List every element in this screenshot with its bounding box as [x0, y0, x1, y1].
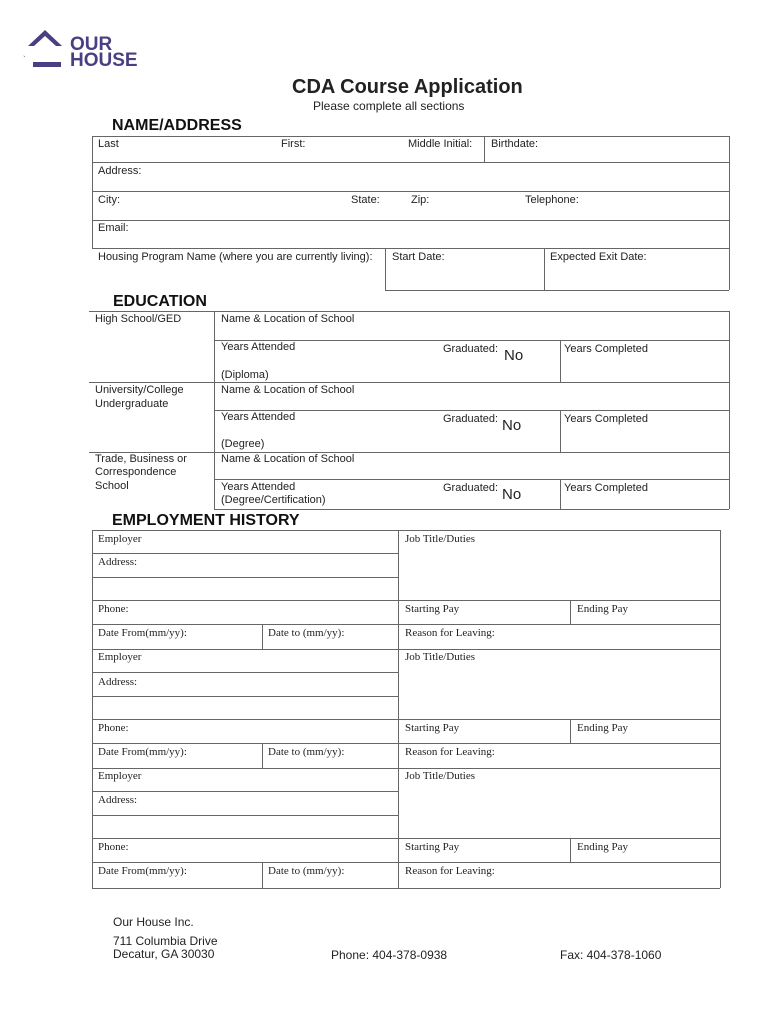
ending-pay-field[interactable]: Ending Pay — [577, 722, 629, 734]
date-to-field[interactable]: Date to (mm/yy): — [268, 746, 345, 758]
edu-type-trade-line2: Correspondence — [95, 466, 177, 478]
logo-text-house: HOUSE — [70, 50, 138, 71]
edu-years-attended-field[interactable]: Years Attended — [221, 341, 296, 353]
date-to-field[interactable]: Date to (mm/yy): — [268, 865, 345, 877]
date-to-field[interactable]: Date to (mm/yy): — [268, 627, 345, 639]
reason-for-leaving-field[interactable]: Reason for Leaving: — [405, 627, 495, 639]
edu-graduated-label: Graduated: — [443, 482, 499, 494]
job-title-field[interactable]: Job Title/Duties — [405, 533, 475, 545]
employer-field[interactable]: Employer — [98, 770, 142, 782]
starting-pay-field[interactable]: Starting Pay — [405, 841, 460, 853]
edu-graduated-value[interactable]: No — [502, 486, 522, 503]
edu-sub-label: (Degree) — [221, 438, 265, 450]
employer-address-field[interactable]: Address: — [98, 794, 138, 806]
edu-name-location-field[interactable]: Name & Location of School — [221, 384, 355, 396]
edu-type-university-line1: University/College — [95, 384, 184, 396]
edu-years-attended-field[interactable]: Years Attended — [221, 481, 296, 493]
edu-graduated-label: Graduated: — [443, 343, 499, 355]
telephone-field[interactable]: Telephone: — [525, 194, 579, 206]
reason-for-leaving-field[interactable]: Reason for Leaving: — [405, 865, 495, 877]
employer-field[interactable]: Employer — [98, 651, 142, 663]
employer-field[interactable]: Employer — [98, 533, 142, 545]
date-from-field[interactable]: Date From(mm/yy): — [98, 865, 187, 877]
expected-exit-date-field[interactable]: Expected Exit Date: — [550, 251, 647, 263]
housing-program-field[interactable]: Housing Program Name (where you are currently living): — [98, 251, 373, 263]
employer-phone-field[interactable]: Phone: — [98, 722, 129, 734]
edu-years-attended-field[interactable]: Years Attended — [221, 411, 296, 423]
section-employment-history: EMPLOYMENT HISTORY — [112, 512, 300, 529]
edu-type-trade-line1: Trade, Business or — [95, 453, 187, 465]
zip-field[interactable]: Zip: — [411, 194, 430, 206]
edu-graduated-value[interactable]: No — [502, 417, 522, 434]
starting-pay-field[interactable]: Starting Pay — [405, 603, 460, 615]
date-from-field[interactable]: Date From(mm/yy): — [98, 746, 187, 758]
ending-pay-field[interactable]: Ending Pay — [577, 603, 629, 615]
edu-name-location-field[interactable]: Name & Location of School — [221, 453, 355, 465]
section-name-address: NAME/ADDRESS — [112, 117, 242, 134]
edu-years-completed-field[interactable]: Years Completed — [564, 343, 648, 355]
state-field[interactable]: State: — [351, 194, 380, 206]
house-logo-icon — [26, 28, 66, 70]
footer-company: Our House Inc. — [113, 915, 194, 929]
edu-name-location-field[interactable]: Name & Location of School — [221, 313, 355, 325]
address-field[interactable]: Address: — [98, 165, 142, 177]
first-name-field[interactable]: First: — [281, 138, 306, 150]
email-field[interactable]: Email: — [98, 222, 129, 234]
logo-text-our: OUR — [70, 34, 113, 55]
middle-initial-field[interactable]: Middle Initial: — [408, 138, 473, 150]
logo-tick: ` — [23, 55, 26, 64]
edu-graduated-label: Graduated: — [443, 413, 499, 425]
employer-phone-field[interactable]: Phone: — [98, 603, 129, 615]
job-title-field[interactable]: Job Title/Duties — [405, 651, 475, 663]
edu-graduated-value[interactable]: No — [504, 347, 524, 364]
logo — [23, 28, 141, 71]
page-title: CDA Course Application — [292, 76, 523, 98]
city-field[interactable]: City: — [98, 194, 120, 206]
employer-phone-field[interactable]: Phone: — [98, 841, 129, 853]
ending-pay-field[interactable]: Ending Pay — [577, 841, 629, 853]
start-date-field[interactable]: Start Date: — [392, 251, 445, 263]
edu-type-high-school: High School/GED — [95, 313, 182, 325]
page-subtitle: Please complete all sections — [313, 99, 465, 113]
footer-phone: Phone: 404-378-0938 — [331, 948, 448, 962]
employer-address-field[interactable]: Address: — [98, 676, 138, 688]
edu-years-completed-field[interactable]: Years Completed — [564, 482, 648, 494]
section-education: EDUCATION — [113, 293, 207, 310]
footer-city: Decatur, GA 30030 — [113, 947, 215, 961]
edu-type-trade-line3: School — [95, 480, 129, 492]
employer-address-field[interactable]: Address: — [98, 556, 138, 568]
edu-sub-label: (Diploma) — [221, 369, 269, 381]
edu-sub-label: (Degree/Certification) — [221, 494, 326, 506]
edu-years-completed-field[interactable]: Years Completed — [564, 413, 648, 425]
edu-type-university-line2: Undergraduate — [95, 398, 169, 410]
date-from-field[interactable]: Date From(mm/yy): — [98, 627, 187, 639]
birthdate-field[interactable]: Birthdate: — [491, 138, 539, 150]
starting-pay-field[interactable]: Starting Pay — [405, 722, 460, 734]
last-name-field[interactable]: Last — [98, 138, 119, 150]
reason-for-leaving-field[interactable]: Reason for Leaving: — [405, 746, 495, 758]
footer-fax: Fax: 404-378-1060 — [560, 948, 662, 962]
footer-street: 711 Columbia Drive — [113, 934, 218, 948]
job-title-field[interactable]: Job Title/Duties — [405, 770, 475, 782]
